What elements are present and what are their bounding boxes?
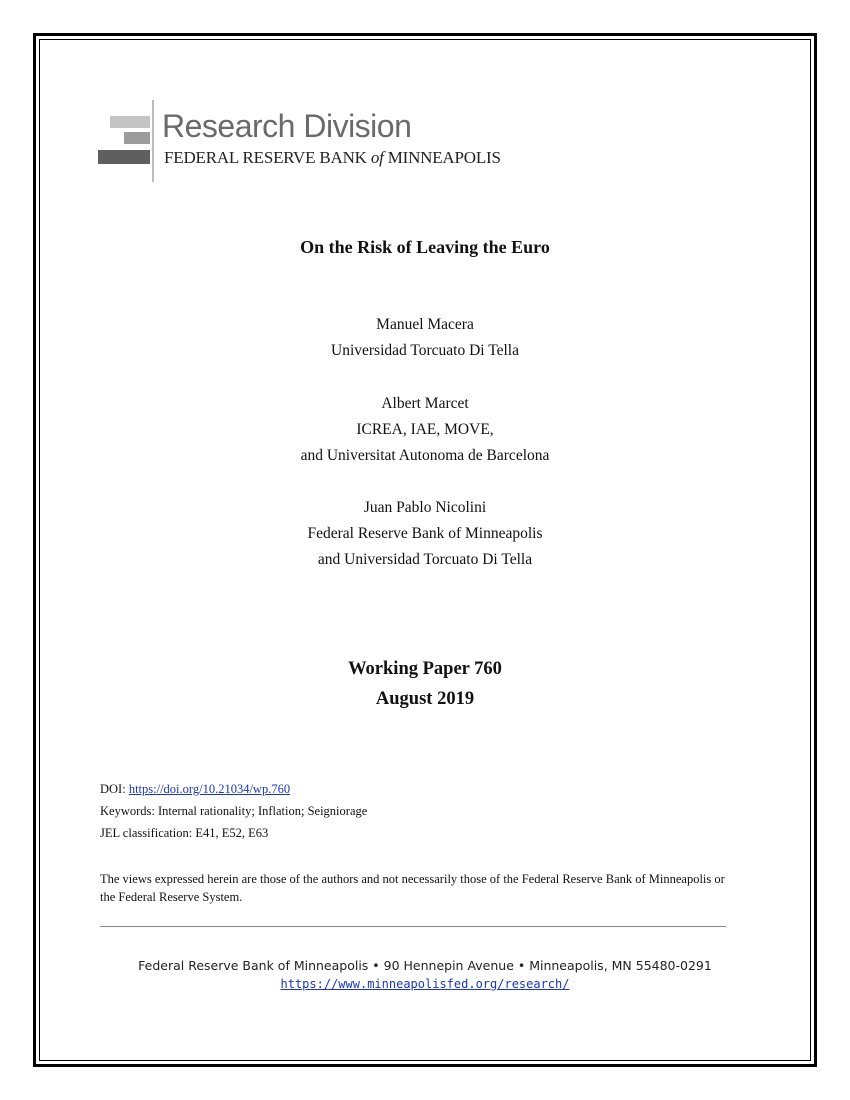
logo-subtitle-of: of	[370, 148, 384, 167]
logo-subtitle-prefix: FEDERAL RESERVE BANK	[164, 148, 367, 167]
working-paper-info	[0, 654, 850, 714]
author-affiliation: ICREA, IAE, MOVE,	[356, 421, 494, 438]
author-name: Juan Pablo Nicolini	[363, 499, 487, 516]
research-division-logo	[98, 98, 518, 186]
working-paper-date: August 2019	[375, 689, 475, 709]
logo-subtitle-suffix: MINNEAPOLIS	[387, 148, 501, 167]
footer-link-container	[0, 977, 850, 991]
author-affiliation: and Universidad Torcuato Di Tella	[317, 551, 533, 568]
author-name: Manuel Macera	[376, 316, 474, 333]
footer-divider	[100, 926, 726, 927]
logo-bar-dark	[98, 150, 150, 164]
keywords-line: Keywords: Internal rationality; Inflation; Seigniorage	[100, 804, 368, 818]
paper-title: On the Risk of Leaving the Euro	[300, 237, 550, 257]
logo-brand-text: Research Division	[162, 108, 412, 144]
logo-bar-medium	[124, 132, 150, 144]
author-affiliation: and Universitat Autonoma de Barcelona	[300, 447, 550, 464]
doi-label: DOI:	[100, 782, 126, 796]
author-block	[0, 312, 850, 364]
author-affiliation: Universidad Torcuato Di Tella	[331, 342, 519, 359]
author-block	[0, 391, 850, 469]
working-paper-number: Working Paper 760	[348, 659, 502, 679]
logo-bar-light	[110, 116, 150, 128]
author-name: Albert Marcet	[381, 395, 469, 412]
author-affiliation: Federal Reserve Bank of Minneapolis	[307, 525, 543, 542]
doi-link[interactable]: https://doi.org/10.21034/wp.760	[128, 782, 291, 796]
footer-address: Federal Reserve Bank of Minneapolis • 90 Hennepin Avenue • Minneapolis, MN 55480-0291	[138, 958, 712, 973]
disclaimer-text: The views expressed herein are those of the authors and not necessarily those of the Federal Reserve Bank of Minneapolis or the Federal Reserve System.	[100, 872, 725, 904]
logo-divider	[152, 100, 154, 182]
jel-classification-line: JEL classification: E41, E52, E63	[100, 826, 269, 840]
doi-line	[100, 778, 290, 800]
logo-subtitle	[164, 148, 501, 168]
author-block	[0, 495, 850, 573]
footer-research-link[interactable]: https://www.minneapolisfed.org/research/	[280, 977, 570, 991]
